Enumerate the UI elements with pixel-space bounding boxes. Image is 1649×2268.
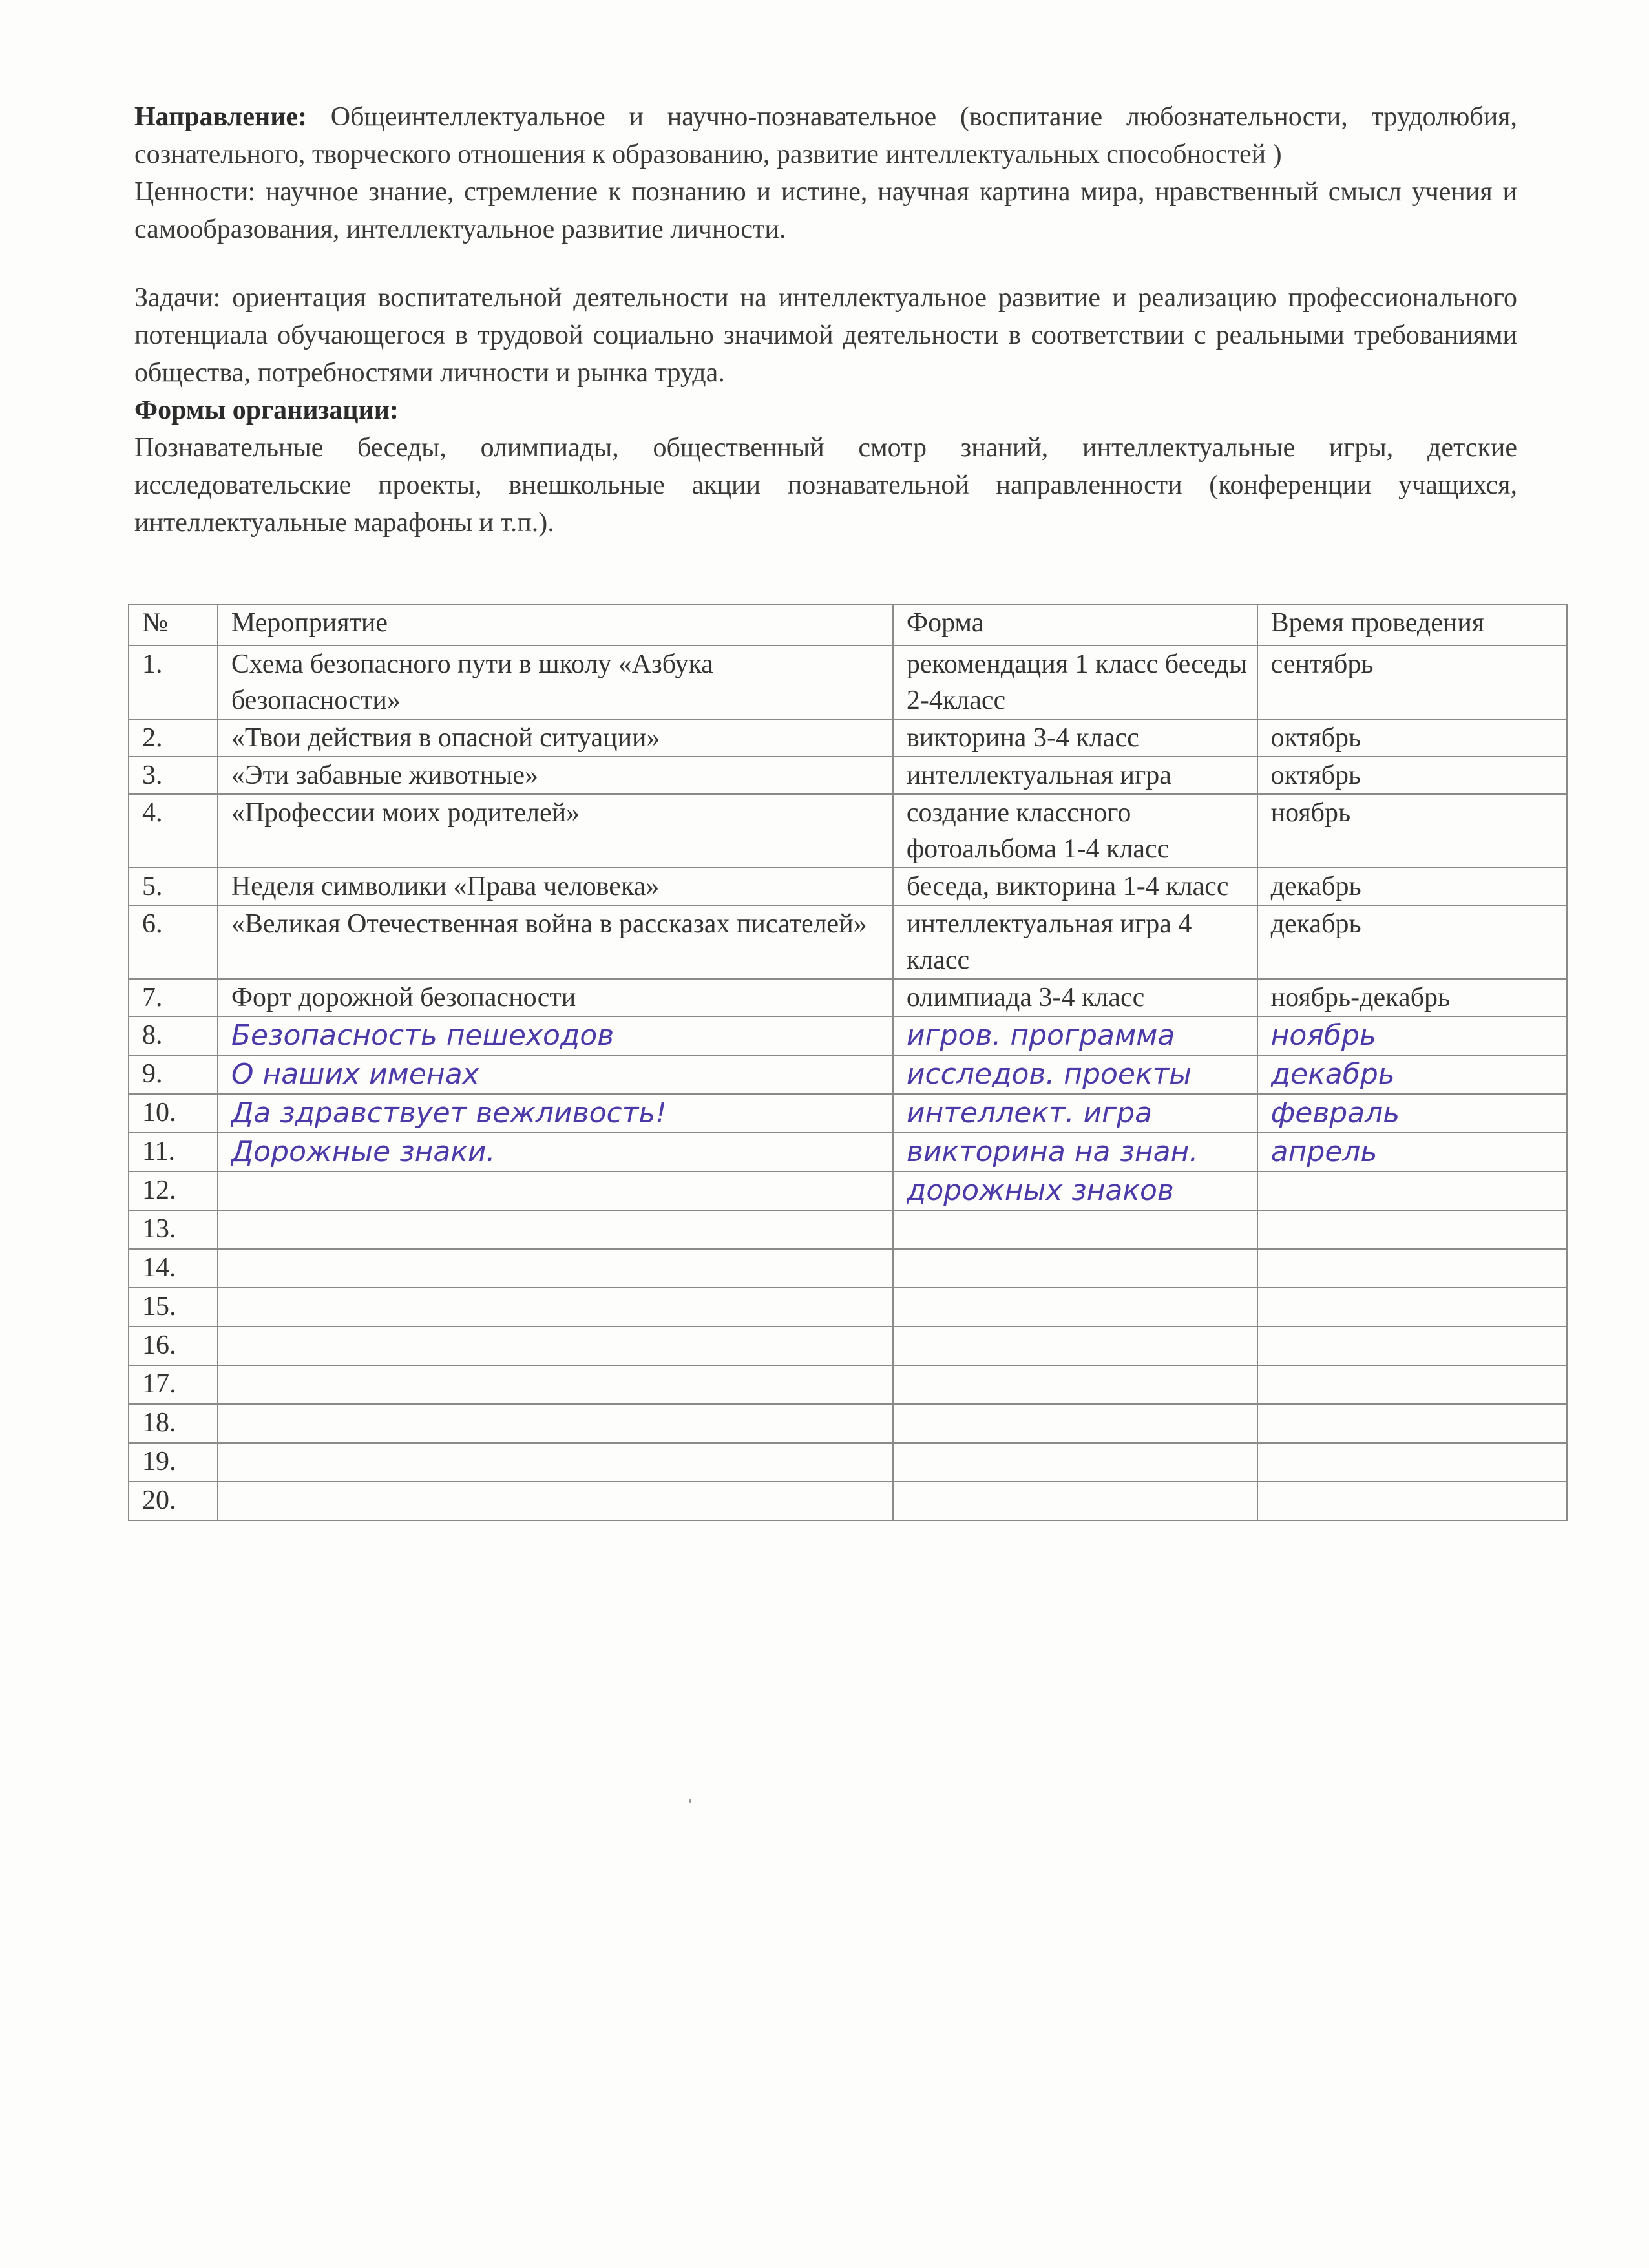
handwritten-text: Дорожные знаки. [231,1135,496,1168]
empty-row [129,1288,1567,1327]
cell-form: викторина 3-4 класс [893,719,1257,757]
cell-time: декабрь [1257,868,1567,905]
cell-num: 19. [129,1443,218,1482]
cell-time-handwritten [1257,1055,1567,1094]
cell-time [1257,1443,1567,1482]
cell-num: 3. [129,757,218,794]
cell-time [1257,1482,1567,1520]
cell-event: «Профессии моих родителей» [218,794,893,868]
cell-event-handwritten [218,1133,893,1171]
cell-event-handwritten [218,1055,893,1094]
empty-row [129,1404,1567,1443]
cell-event-handwritten [218,1171,893,1210]
cell-time [1257,1365,1567,1404]
cell-event: «Великая Отечественная война в рассказах писателей» [218,905,893,979]
table-row [129,757,1567,794]
events-table [128,604,1568,1521]
cell-event: Схема безопасного пути в школу «Азбука безопасности» [218,646,893,719]
handwritten-text: Да здравствует вежливость! [231,1097,667,1129]
empty-row [129,1443,1567,1482]
handwritten-row [129,1171,1567,1210]
cell-num: 8. [129,1016,218,1055]
cell-num: 4. [129,794,218,868]
direction-paragraph [134,98,1517,173]
table-row [129,646,1567,719]
cell-time-handwritten [1257,1133,1567,1171]
cell-event [218,1482,893,1520]
cell-time [1257,1249,1567,1288]
cell-form [893,1249,1257,1288]
cell-num: 6. [129,905,218,979]
cell-event [218,1443,893,1482]
cell-event-handwritten [218,1016,893,1055]
cell-form-handwritten [893,1133,1257,1171]
cell-time-handwritten [1257,1171,1567,1210]
handwritten-row [129,1133,1567,1171]
cell-event: Неделя символики «Права человека» [218,868,893,905]
cell-time: ноябрь [1257,794,1567,868]
handwritten-text: апрель [1270,1135,1378,1168]
handwritten-text: дорожных знаков [906,1174,1174,1207]
cell-form [893,1327,1257,1365]
cell-form-handwritten [893,1094,1257,1133]
cell-num: 18. [129,1404,218,1443]
cell-num: 17. [129,1365,218,1404]
cell-time: ноябрь-декабрь [1257,979,1567,1016]
cell-form: интеллектуальная игра 4 класс [893,905,1257,979]
cell-event [218,1365,893,1404]
cell-form-handwritten [893,1055,1257,1094]
header-form: Форма [893,604,1257,646]
cell-event [218,1288,893,1327]
header-event: Мероприятие [218,604,893,646]
cell-num: 7. [129,979,218,1016]
empty-row [129,1249,1567,1288]
empty-row [129,1210,1567,1249]
table-row [129,794,1567,868]
values-paragraph: Ценности: научное знание, стремление к познанию и истине, научная картина мира, нравственный смысл учения и самообразования, интеллектуальное развитие личности. [134,177,1517,244]
cell-event: Форт дорожной безопасности [218,979,893,1016]
handwritten-text: февраль [1270,1097,1400,1129]
cell-num: 20. [129,1482,218,1520]
handwritten-text: игров. программа [906,1019,1175,1052]
cell-event [218,1327,893,1365]
cell-form: интеллектуальная игра [893,757,1257,794]
cell-time: октябрь [1257,719,1567,757]
empty-row [129,1327,1567,1365]
cell-num: 15. [129,1288,218,1327]
handwritten-row [129,1055,1567,1094]
cell-event-handwritten [218,1094,893,1133]
cell-num: 16. [129,1327,218,1365]
cell-event [218,1210,893,1249]
handwritten-text: интеллект. игра [906,1097,1153,1129]
handwritten-row [129,1094,1567,1133]
cell-num: 14. [129,1249,218,1288]
handwritten-text: ноябрь [1270,1019,1376,1052]
header-time: Время проведения [1257,604,1567,646]
cell-event [218,1249,893,1288]
table-row [129,719,1567,757]
cell-num: 12. [129,1171,218,1210]
cell-form: олимпиада 3-4 класс [893,979,1257,1016]
handwritten-text: декабрь [1270,1058,1395,1091]
cell-num: 13. [129,1210,218,1249]
direction-text: Общеинтеллектуальное и научно-познавательное (воспитание любознательности, трудолюбия, сознательного, творческого отношения к образованию, развитие интеллектуальных способностей ) [134,102,1517,169]
table-row [129,905,1567,979]
empty-row [129,1365,1567,1404]
handwritten-text: Безопасность пешеходов [231,1019,614,1052]
cell-time [1257,1404,1567,1443]
cell-time [1257,1210,1567,1249]
tasks-paragraph: Задачи: ориентация воспитательной деятельности на интеллектуальное развитие и реализацию профессионального потенциала обучающегося в трудовой социально значимой деятельности в соответствии с реальными требованиями общества, потребностями личности и рынка труда. [134,283,1517,388]
cell-form [893,1404,1257,1443]
cell-form-handwritten [893,1171,1257,1210]
cell-time-handwritten [1257,1094,1567,1133]
cell-form [893,1210,1257,1249]
cell-event [218,1404,893,1443]
cell-form: беседа, викторина 1-4 класс [893,868,1257,905]
cell-form: создание классного фотоальбома 1-4 класс [893,794,1257,868]
cell-time [1257,1288,1567,1327]
cell-num: 2. [129,719,218,757]
cell-num: 5. [129,868,218,905]
cell-num: 9. [129,1055,218,1094]
cell-form [893,1482,1257,1520]
cell-form [893,1365,1257,1404]
table-row [129,979,1567,1016]
cell-form [893,1288,1257,1327]
table-row [129,868,1567,905]
cell-time: декабрь [1257,905,1567,979]
handwritten-text: О наших именах [231,1058,479,1091]
forms-label: Формы организации: [134,395,399,425]
cell-time: сентябрь [1257,646,1567,719]
intro-section [134,98,1517,541]
cell-time [1257,1327,1567,1365]
handwritten-text: викторина на знан. [906,1135,1199,1168]
handwritten-text: исследов. проекты [906,1058,1192,1091]
forms-paragraph: Познавательные беседы, олимпиады, общественный смотр знаний, интеллектуальные игры, детские исследовательские проекты, внешкольные акции познавательной направленности (конференции учащихся, интеллектуальные марафоны и т.п.). [134,433,1517,538]
header-num: № [129,604,218,646]
cell-num: 11. [129,1133,218,1171]
cell-form: рекомендация 1 класс беседы 2-4класс [893,646,1257,719]
table-header-row [129,604,1567,646]
cell-num: 1. [129,646,218,719]
cell-num: 10. [129,1094,218,1133]
cell-event: «Твои действия в опасной ситуации» [218,719,893,757]
empty-row [129,1482,1567,1520]
cell-form [893,1443,1257,1482]
direction-label: Направление: [134,102,308,132]
cell-time: октябрь [1257,757,1567,794]
handwritten-row [129,1016,1567,1055]
scan-speck [689,1799,691,1803]
cell-time-handwritten [1257,1016,1567,1055]
cell-event: «Эти забавные животные» [218,757,893,794]
cell-form-handwritten [893,1016,1257,1055]
